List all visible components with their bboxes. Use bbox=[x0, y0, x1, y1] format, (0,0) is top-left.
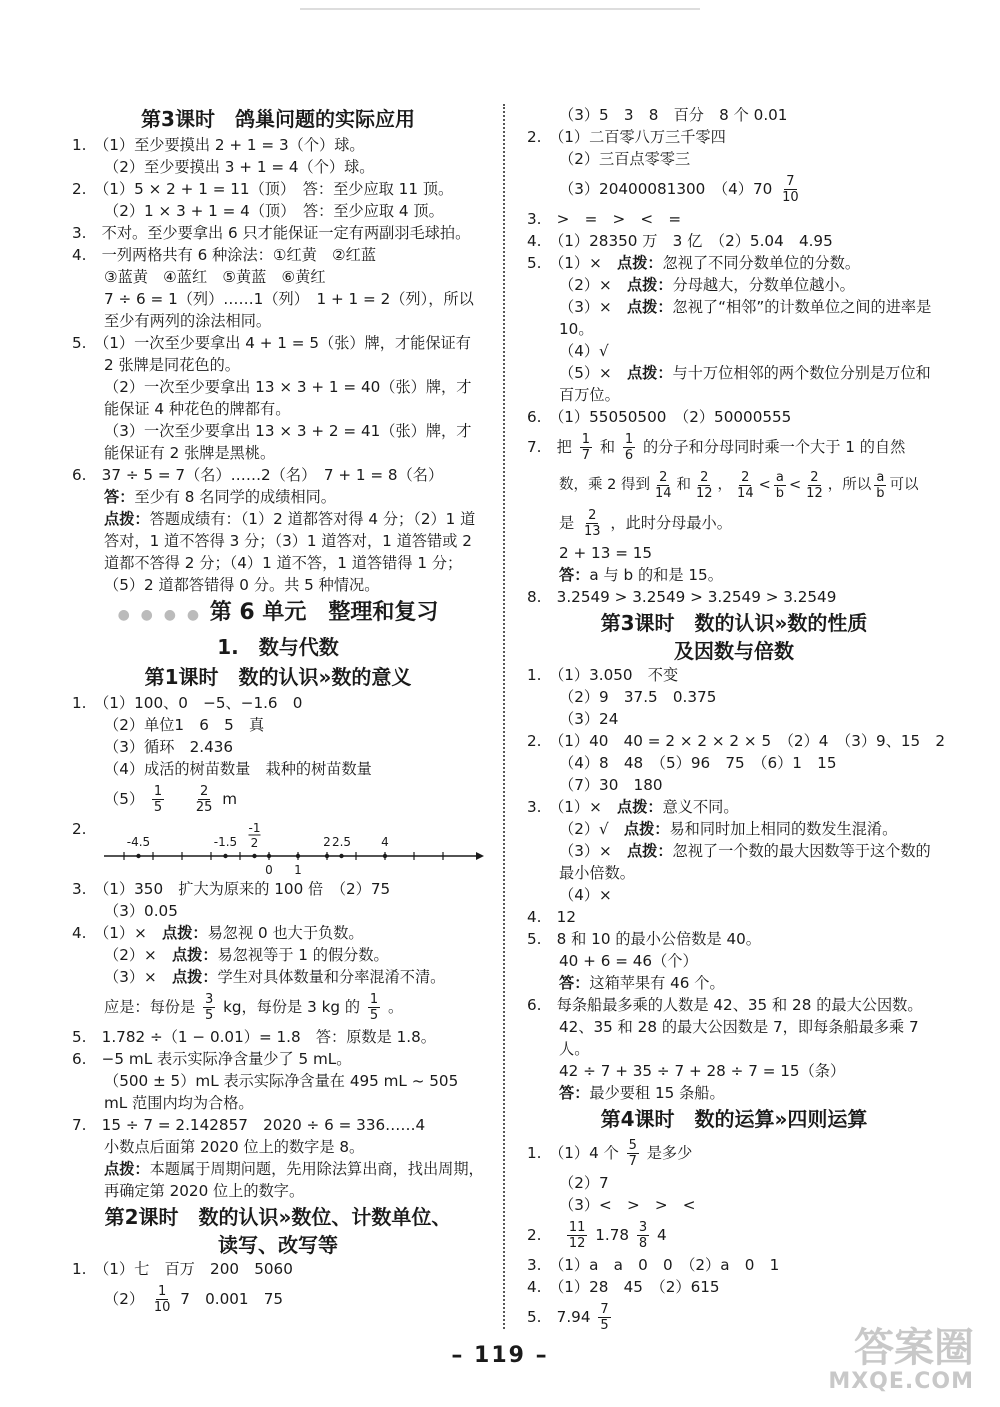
answer-s4: 4. 12 bbox=[527, 908, 577, 926]
number-line-label: 2 bbox=[323, 835, 331, 849]
lesson2-title-b: 读写、改写等 bbox=[218, 1233, 338, 1257]
answer-r3: 3. > = > < = bbox=[527, 210, 682, 228]
column-divider bbox=[503, 104, 505, 1329]
answer-s5a: 5. 8 和 10 的最小公倍数是 40。 bbox=[527, 930, 761, 948]
answer-4c: 7 ÷ 6 = 1（列）……1（列） 1 + 1 = 2（列），所以至少有两列的涂法相同。 bbox=[104, 290, 474, 330]
answer-r4: 4. （1）28350 万 3 亿 （2）5.04 4.95 bbox=[527, 232, 833, 250]
answer-t3: 3. （1）a a 0 0 （2）a 0 1 bbox=[527, 1256, 780, 1274]
answer-r5c: （3）× 点拨：忽视了“相邻”的计数单位之间的进率是 10。 bbox=[559, 298, 932, 338]
answer-m1d: （4）成活的树苗数量 栽种的树苗数量 bbox=[104, 760, 372, 778]
answer-6a: 6. 37 ÷ 5 = 7（名）……2（名） 7 + 1 = 8（名） bbox=[72, 466, 444, 484]
answer-m2-label: 2. bbox=[72, 820, 87, 838]
number-line-label: 2 bbox=[250, 836, 259, 850]
number-line-label: -1 bbox=[248, 822, 261, 835]
answer-r7c: 是 $\frac{2}{13}$ ，此时分母最小。 bbox=[559, 508, 732, 539]
answer-s1a: 1. （1）3.050 不变 bbox=[527, 666, 679, 684]
answer-m7a: 7. 15 ÷ 7 = 2.142857 2020 ÷ 6 = 336……4 bbox=[72, 1116, 426, 1134]
answer-r0: （3）5 3 8 百分 8 个 0.01 bbox=[559, 106, 788, 124]
number-line-point bbox=[325, 854, 329, 858]
number-line-point bbox=[136, 854, 140, 858]
number-line-label: -1.5 bbox=[213, 835, 238, 849]
answer-s1b: （2）9 37.5 0.375 bbox=[559, 688, 717, 706]
answer-m4d: 应是：每份是 $\frac{3}{5}$ kg，每份是 3 kg 的 $\frac{1}{5}$ 。 bbox=[104, 992, 404, 1023]
number-line-point bbox=[383, 854, 387, 858]
number-line-point bbox=[252, 854, 256, 858]
number-line-point bbox=[267, 854, 271, 858]
section-number-algebra: 1. 数与代数 bbox=[217, 635, 339, 659]
answer-t1b: （2）7 bbox=[559, 1174, 609, 1192]
answer-s2c: （7）30 180 bbox=[559, 776, 663, 794]
answer-2b: （2）1 × 3 + 1 = 4（顶） 答：至少应取 4 顶。 bbox=[104, 202, 444, 220]
answer-r2b: （2）三百点零零三 bbox=[559, 150, 691, 168]
lesson3b-title-a: 第3课时 数的认识»数的性质 bbox=[600, 611, 868, 635]
top-scan-rule bbox=[300, 8, 700, 10]
answer-m6a: 6. −5 mL 表示实际净含量少了 5 mL。 bbox=[72, 1050, 352, 1068]
answer-m4c: （3）× 点拨：学生对具体数量和分率混淆不清。 bbox=[104, 968, 446, 986]
number-line-labels bbox=[127, 822, 389, 877]
answer-m3b: （3）0.05 bbox=[104, 902, 178, 920]
number-line-arrow bbox=[476, 852, 484, 860]
answer-r7d: 2 + 13 = 15 bbox=[559, 544, 653, 562]
number-line-svg bbox=[104, 822, 484, 878]
answer-s3d: （4）× bbox=[559, 886, 612, 904]
lesson1-title: 第1课时 数的认识»数的意义 bbox=[144, 665, 412, 689]
answer-1b: （2）至少要摸出 3 + 1 = 4（个）球。 bbox=[104, 158, 375, 176]
number-line-point bbox=[339, 854, 343, 858]
answer-t1a: 1. （1）4 个 $\frac{5}{7}$ 是多少 bbox=[527, 1138, 693, 1169]
answer-1a: 1. （1）至少要摸出 2 + 1 = 3（个）球。 bbox=[72, 136, 365, 154]
answer-r2c: （3）20400081300 （4）70 $\frac{7}{10}$ bbox=[559, 174, 799, 205]
answer-n1b: （2） $\frac{1}{10}$ 7 0.001 75 bbox=[104, 1284, 284, 1315]
right-column bbox=[527, 104, 946, 1336]
answer-r8: 8. 3.2549 > 3.2549 > 3.2549 > 3.2549 bbox=[527, 588, 837, 606]
answer-r5e: （5）× 点拨：与十万位相邻的两个数位分别是万位和百万位。 bbox=[559, 364, 931, 404]
answer-r5a: 5. （1）× 点拨：忽视了不同分数单位的分数。 bbox=[527, 254, 861, 272]
answer-m6b: （500 ± 5）mL 表示实际净含量在 495 mL ~ 505 mL 范围内均为合格。 bbox=[104, 1072, 459, 1112]
answer-2a: 2. （1）5 × 2 + 1 = 11（顶） 答：至少应取 11 顶。 bbox=[72, 180, 454, 198]
unit6-title: ● ● ● ● 第 6 单元 整理和复习 bbox=[117, 600, 439, 625]
answer-r5b: （2）× 点拨：分母越大，分数单位越小。 bbox=[559, 276, 855, 294]
number-line bbox=[104, 822, 484, 878]
answer-s1c: （3）24 bbox=[559, 710, 619, 728]
answer-s3c: （3）× 点拨：忽视了一个数的最大因数等于这个数的最小倍数。 bbox=[559, 842, 931, 882]
answer-5a: 5. （1）一次至少要拿出 4 + 1 = 5（张）牌，才能保证有 2 张牌是同花色的。 bbox=[72, 334, 471, 374]
answer-4a: 4. 一列两格共有 6 种涂法：①红黄 ②红蓝 bbox=[72, 246, 377, 264]
answer-r7e: 答：a 与 b 的和是 15。 bbox=[559, 566, 723, 584]
answer-m7c: 点拨：本题属于周期问题，先用除法算出商，找出周期，再确定第 2020 位上的数字。 bbox=[104, 1160, 484, 1200]
answer-m3a: 3. （1）350 扩大为原来的 100 倍 （2）75 bbox=[72, 880, 391, 898]
answer-s3b: （2）√ 点拨：易和同时加上相同的数发生混淆。 bbox=[559, 820, 898, 838]
answer-r6: 6. （1）55050500 （2）50000555 bbox=[527, 408, 792, 426]
number-line-point bbox=[296, 854, 300, 858]
answer-m4a: 4. （1）× 点拨：易忽视 0 也大于负数。 bbox=[72, 924, 364, 942]
answer-s3a: 3. （1）× 点拨：意义不同。 bbox=[527, 798, 739, 816]
answer-m5: 5. 1.782 ÷（1 − 0.01）= 1.8 答：原数是 1.8。 bbox=[72, 1028, 436, 1046]
answer-s6c: 答：最少要租 15 条船。 bbox=[559, 1084, 725, 1102]
answer-s2b: （4）8 48 （5）96 75 （6）1 15 bbox=[559, 754, 837, 772]
number-line-label: 0 bbox=[265, 863, 273, 877]
answer-s2a: 2. （1）40 40 = 2 × 2 × 2 × 5 （2）4 （3）9、15 2 bbox=[527, 732, 946, 750]
hint-label: 点拨： bbox=[104, 510, 150, 528]
answer-m1a: 1. （1）100、0 −5、−1.6 0 bbox=[72, 694, 303, 712]
answer-6c: 点拨：答题成绩有：（1）2 道都答对得 4 分；（2）1 道答对，1 道不答得 3 分；（3）1 道答对，1 道答错或 2 道都不答得 2 分；（4）1 道不答，1 道答错得 1 分；（5）2 道都答错得 0 分。共 5 种情况。 bbox=[104, 510, 476, 594]
answer-s5b: 40 + 6 = 46（个） bbox=[559, 952, 698, 970]
number-line-label: 4 bbox=[381, 835, 389, 849]
answer-m1e: （5） $\frac{1}{5}$ $\frac{2}{25}$ m bbox=[104, 784, 237, 815]
answer-6b: 答：至少有 8 名同学的成绩相同。 bbox=[104, 488, 336, 506]
lesson4-title: 第4课时 数的运算»四则运算 bbox=[600, 1107, 868, 1131]
answer-m1b: （2）单位1 6 5 真 bbox=[104, 716, 265, 734]
number-line-label: 1 bbox=[294, 863, 302, 877]
lesson3b-title-b: 及因数与倍数 bbox=[674, 639, 794, 663]
answer-label: 答： bbox=[104, 488, 135, 506]
answer-s6b: 42 ÷ 7 + 35 ÷ 7 + 28 ÷ 7 = 15（条） bbox=[559, 1062, 846, 1080]
lesson2-title-a: 第2课时 数的认识»数位、计数单位、 bbox=[104, 1205, 452, 1229]
answer-r7b: 数，乘 2 得到 $\frac{2}{14}$ 和 $\frac{2}{12}$ ， $\frac{2}{14}$ < $\frac{a}{b}$ < $\frac{2}{12}$ ，所以 $\frac{a}{b}$ 可以 bbox=[559, 469, 919, 501]
answer-m1c: （3）循环 2.436 bbox=[104, 738, 234, 756]
answer-5b: （2）一次至少要拿出 13 × 3 + 1 = 40（张）牌，才能保证 4 种花色的牌都有。 bbox=[104, 378, 472, 418]
answer-r7a: 7. 把 $\frac{1}{7}$ 和 $\frac{1}{6}$ 的分子和分母同时乘一个大于 1 的自然 bbox=[527, 432, 906, 463]
number-line-label: 2.5 bbox=[331, 835, 352, 849]
answer-m4b: （2）× 点拨：易忽视等于 1 的假分数。 bbox=[104, 946, 389, 964]
answer-m7b: 小数点后面第 2020 位上的数字是 8。 bbox=[104, 1138, 365, 1156]
watermark-logo: 答案圈 MXQE.COM bbox=[828, 1325, 974, 1394]
answer-r5d: （4）√ bbox=[559, 342, 609, 360]
answer-s5c: 答：这箱苹果有 46 个。 bbox=[559, 974, 725, 992]
answer-t5: 5. 7.94 $\frac{7}{5}$ bbox=[527, 1302, 609, 1333]
left-column bbox=[72, 104, 484, 1318]
number-line-label: -4.5 bbox=[126, 835, 151, 849]
answer-t4: 4. （1）28 45 （2）615 bbox=[527, 1278, 720, 1296]
answer-t2: 2. $\frac{11}{12}$ 1.78 $\frac{3}{8}$ 4 bbox=[527, 1220, 667, 1251]
answer-r2a: 2. （1）二百零八万三千零四 bbox=[527, 128, 726, 146]
number-line-point bbox=[223, 854, 227, 858]
answer-3: 3. 不对。至少要拿出 6 只才能保证一定有两副羽毛球拍。 bbox=[72, 224, 471, 242]
answer-s6a: 6. 每条船最多乘的人数是 42、35 和 28 的最大公因数。42、35 和 28 的最大公因数是 7，即每条船最多乘 7 人。 bbox=[527, 996, 923, 1058]
answer-4b: ③蓝黄 ④蓝红 ⑤黄蓝 ⑥黄红 bbox=[104, 268, 326, 286]
lesson3-title: 第3课时 鸽巢问题的实际应用 bbox=[141, 107, 415, 131]
answer-t1c: （3）< > > < bbox=[559, 1196, 696, 1214]
answer-n1a: 1. （1）七 百万 200 5060 bbox=[72, 1260, 293, 1278]
page-number: – 119 – bbox=[451, 1343, 549, 1368]
answer-5c: （3）一次至少要拿出 13 × 3 + 2 = 41（张）牌，才能保证有 2 张牌是黑桃。 bbox=[104, 422, 472, 462]
